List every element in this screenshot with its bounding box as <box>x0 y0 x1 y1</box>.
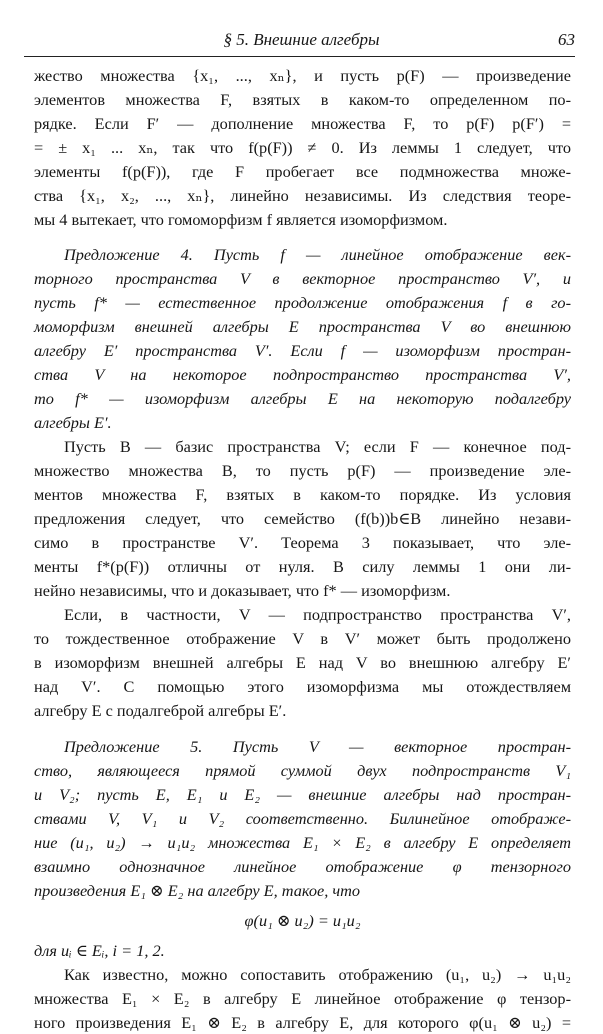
text-line: ментов множества F, взятых в каком-то порядке. Из условия <box>34 485 571 504</box>
text-line: Если, в частности, V — подпространство пространства V′, <box>64 605 571 624</box>
text-line: элементы f(p(F)), где F пробегает все подмножества множе- <box>34 162 571 181</box>
text-line: то тождественное отображение V в V′ может быть продолжено <box>34 629 571 648</box>
proposition-4-heading: Предложение 4. Пусть f — линейное отображение век- <box>64 245 571 264</box>
text-line: множество множества B, то пусть p(F) — произведение эле- <box>34 461 571 480</box>
text-line: произведения E₁ ⊗ E₂ на алгебру E, такое, что <box>34 881 361 900</box>
text-line: ние (u₁, u₂) → u₁u₂ множества E₁ × E₂ в алгебру E определяет <box>34 833 571 852</box>
text-line: торного пространства V в векторное пространство V′, и <box>34 269 571 288</box>
running-header <box>0 30 603 54</box>
text-line: ства {x₁, x₂, ..., xₙ}, линейно независимы. Из следствия теоре- <box>34 186 571 205</box>
page-number: 63 <box>558 30 575 49</box>
running-title: § 5. Внешние алгебры <box>223 30 380 49</box>
text-line: над V′. С помощью этого изоморфизма мы отождествляем <box>34 677 571 696</box>
text-line: мы 4 вытекает, что гомоморфизм f является изоморфизмом. <box>34 210 448 229</box>
text-line: элементов множества F, взятых в каком-то определенном по- <box>34 90 571 109</box>
text-line: = ± x₁ ... xₙ, так что f(p(F)) ≠ 0. Из леммы 1 следует, что <box>34 138 571 157</box>
text-line: менты f*(p(F)) отличны от нуля. В силу леммы 1 они ли- <box>34 557 571 576</box>
text-line: симо в пространстве V′. Теорема 3 показывает, что эле- <box>34 533 571 552</box>
text-line: то f* — изоморфизм алгебры E на некоторую подалгебру <box>34 389 571 408</box>
text-line: рядке. Если F′ — дополнение множества F, то p(F) p(F′) = <box>34 114 571 133</box>
text-line: Как известно, можно сопоставить отображению (u₁, u₂) → u₁u₂ <box>64 965 571 984</box>
text-line: ства V на некоторое подпространство пространства V′, <box>34 365 571 384</box>
header-rule <box>24 56 575 57</box>
text-line: множества E₁ × E₂ в алгебру E линейное отображение φ тензор- <box>34 989 571 1008</box>
display-formula: φ(u₁ ⊗ u₂) = u₁u₂ <box>244 911 361 930</box>
text-line: алгебру E с подалгеброй алгебры E′. <box>34 701 287 720</box>
text-line: нейно независимы, что и доказывает, что f* — изоморфизм. <box>34 581 451 600</box>
text-line: пусть f* — естественное продолжение отображения f в го- <box>34 293 571 312</box>
text-line: ствами V, V₁ и V₂ соответственно. Билинейное отображе- <box>34 809 571 828</box>
text-line: ство, являющееся прямой суммой двух подпространств V₁ <box>34 761 571 780</box>
text-line: предложения следует, что семейство (f(b))b∈B линейно незави- <box>34 509 571 528</box>
text-line: ного произведения E₁ ⊗ E₂ в алгебру E, для которого φ(u₁ ⊗ u₂) = <box>34 1013 571 1032</box>
text-line: жество множества {x₁, ..., xₙ}, и пусть p(F) — произведение <box>34 66 571 85</box>
text-line: алгебры E′. <box>34 413 112 432</box>
text-line: взаимно однозначное линейное отображение φ тензорного <box>34 857 571 876</box>
text-line: для uᵢ ∈ Eᵢ, i = 1, 2. <box>34 941 165 960</box>
text-line: в изоморфизм внешней алгебры E над V во внешнюю алгебру E′ <box>34 653 571 672</box>
proposition-5-heading: Предложение 5. Пусть V — векторное простран- <box>64 737 571 756</box>
text-line: Пусть B — базис пространства V; если F — конечное под- <box>64 437 571 456</box>
text-line: алгебру E′ пространства V′. Если f — изоморфизм простран- <box>34 341 571 360</box>
text-line: и V₂; пусть E, E₁ и E₂ — внешние алгебры над простран- <box>34 785 571 804</box>
text-line: моморфизм внешней алгебры E пространства V во внешнюю <box>34 317 571 336</box>
